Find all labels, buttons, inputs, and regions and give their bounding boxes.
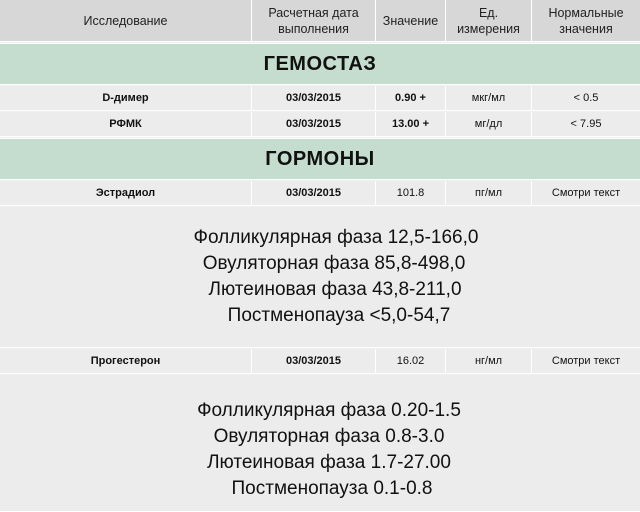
test-normal: < 0.5: [573, 92, 599, 104]
reference-line: Овуляторная фаза 0.8-3.0: [213, 426, 445, 447]
test-value: 13.00 +: [376, 112, 446, 136]
reference-line: Постменопауза <5,0-54,7: [227, 305, 451, 326]
test-date: 03/03/2015: [252, 181, 376, 205]
test-value: 16.02: [376, 349, 446, 373]
test-unit: мкг/мл: [446, 86, 532, 110]
test-normal: Смотри текст: [551, 187, 621, 199]
test-date: 03/03/2015: [252, 112, 376, 136]
test-name: D-димер: [0, 86, 252, 110]
test-unit: пг/мл: [446, 181, 532, 205]
table-row: [0, 86, 640, 111]
table-row: [0, 112, 640, 137]
reference-notes-progesterone: [0, 375, 640, 512]
reference-notes-estradiol: [0, 207, 640, 348]
reference-line: Лютеиновая фаза 1.7-27.00: [207, 452, 451, 473]
test-value: 101.8: [376, 181, 446, 205]
test-value: 0.90 +: [376, 86, 446, 110]
header-value: Значение: [376, 0, 446, 41]
header-unit: Ед. измерения: [446, 0, 532, 41]
test-unit: нг/мл: [446, 349, 532, 373]
header-date: Расчетная дата выполнения: [252, 0, 376, 41]
test-date: 03/03/2015: [252, 86, 376, 110]
section-title-hemostasis: [0, 43, 640, 85]
section-title-hormones: [0, 138, 640, 180]
header-normal: Нормальные значения: [548, 5, 624, 36]
section-title: ГЕМОСТАЗ: [263, 52, 377, 75]
header-test: Исследование: [0, 0, 252, 41]
test-normal: Смотри текст: [551, 355, 621, 367]
table-row: [0, 181, 640, 206]
table-row: [0, 349, 640, 374]
test-name: РФМК: [0, 112, 252, 136]
table-header: [0, 0, 640, 42]
reference-line: Лютеиновая фаза 43,8-211,0: [208, 279, 462, 300]
reference-line: Овуляторная фаза 85,8-498,0: [202, 253, 466, 274]
reference-line: Фолликулярная фаза 0.20-1.5: [197, 400, 461, 421]
section-title: ГОРМОНЫ: [265, 147, 375, 170]
reference-line: Фолликулярная фаза 12,5-166,0: [193, 227, 479, 248]
test-unit: мг/дл: [446, 112, 532, 136]
reference-line: Постменопауза 0.1-0.8: [231, 478, 433, 499]
test-name: Эстрадиол: [0, 181, 252, 205]
test-date: 03/03/2015: [252, 349, 376, 373]
test-normal: < 7.95: [570, 118, 602, 130]
test-name: Прогестерон: [0, 349, 252, 373]
